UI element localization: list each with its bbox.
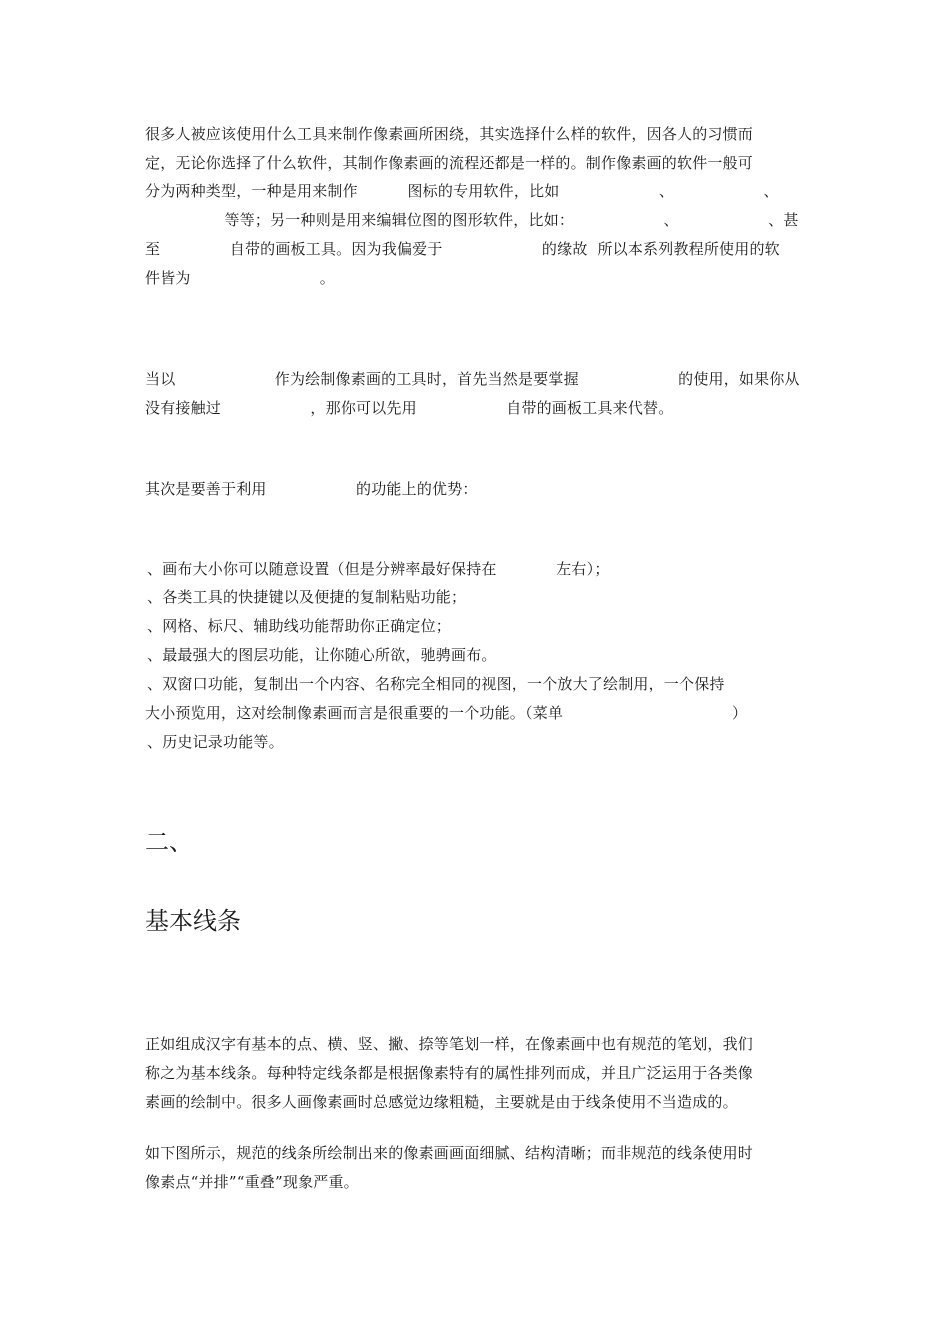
advantage-item-4: 、最最强大的图层功能，让你随心所欲，驰骋画布。 xyxy=(147,646,497,664)
paragraph4-line-2: 称之为基本线条。每种特定线条都是根据像素特有的属性排列而成，并且广泛运用于各类像 xyxy=(145,1064,754,1082)
advantage-item-1: 、画布大小你可以随意设置（但是分辨率最好保持在 左右）； xyxy=(147,560,610,578)
section-title: 基本线条 xyxy=(145,907,241,935)
paragraph5-line-1: 如下图所示，规范的线条所绘制出来的像素画画面细腻、结构清晰；而非规范的线条使用时 xyxy=(145,1144,754,1162)
advantage-item-3: 、网格、标尺、辅助线功能帮助你正确定位； xyxy=(147,617,452,635)
advantage-item-6: 、历史记录功能等。 xyxy=(147,733,284,751)
intro-line-5: 至 自带的画板工具。因为我偏爱于 的缘故 所以本系列教程所使用的软 xyxy=(145,240,780,258)
paragraph3-line: 其次是要善于利用 的功能上的优势： xyxy=(145,480,478,498)
intro-line-2: 定，无论你选择了什么软件，其制作像素画的流程还都是一样的。制作像素画的软件一般可 xyxy=(145,154,754,172)
section-number: 二、 xyxy=(145,828,193,856)
paragraph5-line-2: 像素点“并排”“重叠”现象严重。 xyxy=(145,1173,359,1191)
paragraph4-line-3: 素画的绘制中。很多人画像素画时总感觉边缘粗糙，主要就是由于线条使用不当造成的。 xyxy=(145,1093,738,1111)
paragraph2-line-1: 当以 作为绘制像素画的工具时，首先当然是要掌握 的使用，如果你从 xyxy=(145,370,800,388)
paragraph2-line-2: 没有接触过 ，那你可以先用 自带的画板工具来代替。 xyxy=(145,399,674,417)
intro-line-4: 等等；另一种则是用来编辑位图的图形软件，比如： 、 、甚 xyxy=(145,211,799,229)
intro-line-6: 件皆为 。 xyxy=(145,269,335,287)
intro-line-1: 很多人被应该使用什么工具来制作像素画所困绕，其实选择什么样的软件，因各人的习惯而 xyxy=(145,125,754,143)
intro-line-3: 分为两种类型，一种是用来制作 图标的专用软件，比如 、 、 xyxy=(145,182,779,200)
paragraph4-line-1: 正如组成汉字有基本的点、横、竖、撇、捺等笔划一样，在像素画中也有规范的笔划，我们 xyxy=(145,1035,754,1053)
advantage-item-2: 、各类工具的快捷键以及便捷的复制粘贴功能； xyxy=(147,588,467,606)
advantage-item-5-continued: 大小预览用，这对绘制像素画而言是很重要的一个功能。（菜单 ） xyxy=(145,704,748,722)
advantage-item-5: 、双窗口功能，复制出一个内容、名称完全相同的视图，一个放大了绘制用，一个保持 xyxy=(147,675,725,693)
